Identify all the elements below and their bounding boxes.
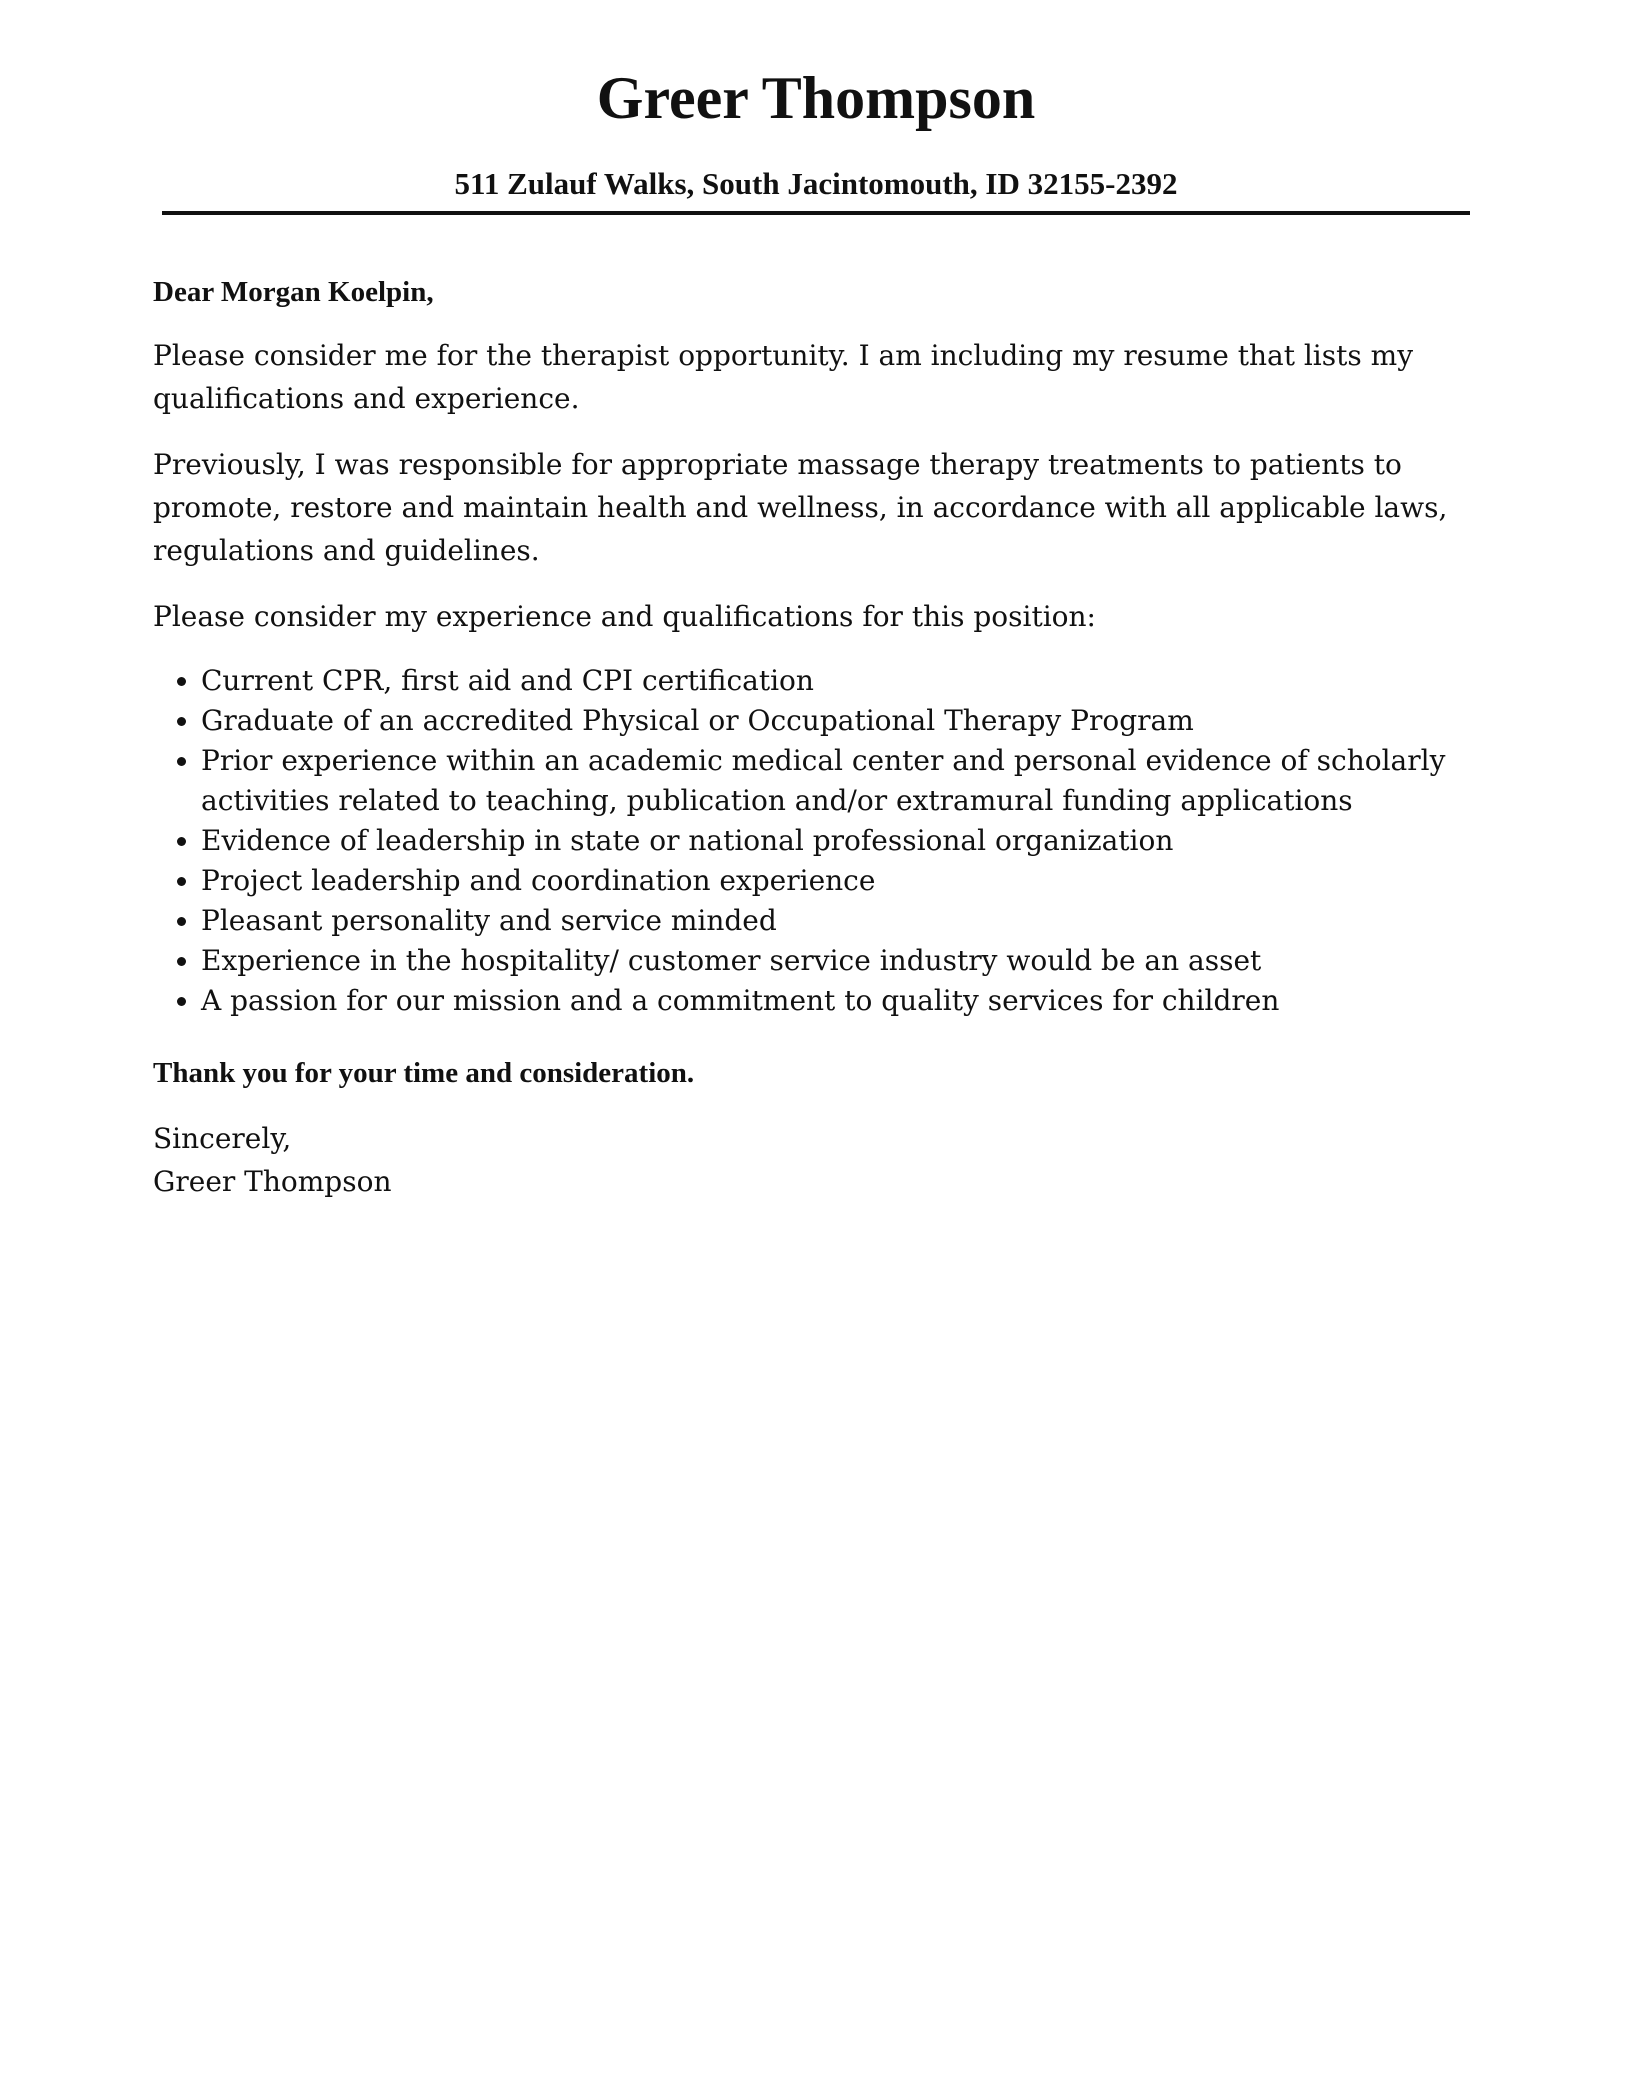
signoff-word: Sincerely, bbox=[153, 1122, 292, 1155]
list-item: • Project leadership and coordination experience bbox=[201, 861, 1483, 901]
qualifications-intro: Please consider my experience and qualifications for this position: bbox=[153, 600, 1096, 633]
salutation: Dear Morgan Koelpin, bbox=[153, 276, 434, 308]
list-item: • Evidence of leadership in state or national professional organization bbox=[201, 821, 1483, 861]
list-item: • Experience in the hospitality/ customer service industry would be an asset bbox=[201, 941, 1483, 981]
list-item: • A passion for our mission and a commitment to quality services for children bbox=[201, 981, 1483, 1021]
closing-line: Thank you for your time and consideration. bbox=[153, 1057, 695, 1089]
letter-header bbox=[162, 58, 1470, 206]
qualifications-list bbox=[153, 661, 1483, 1021]
list-item: • Prior experience within an academic medical center and personal evidence of scholarly activities related to teaching, publication and/or extramural funding applications bbox=[201, 741, 1483, 821]
header-divider bbox=[162, 211, 1470, 215]
list-item: • Pleasant personality and service minded bbox=[201, 901, 1483, 941]
sender-name: Greer Thompson bbox=[596, 65, 1036, 131]
sender-address: 511 Zulauf Walks, South Jacintomouth, ID 32155-2392 bbox=[454, 166, 1178, 201]
signature-name: Greer Thompson bbox=[153, 1165, 392, 1198]
list-item: • Current CPR, first aid and CPI certification bbox=[201, 661, 1483, 701]
intro-paragraph: Please consider me for the therapist opportunity. I am including my resume that lists my qualifications and experience. bbox=[153, 339, 1414, 415]
letter-body bbox=[153, 270, 1483, 1203]
experience-paragraph: Previously, I was responsible for appropriate massage therapy treatments to patients to promote, restore and maintain health and wellness, in accordance with all applicable laws, regulations and guidelines. bbox=[153, 448, 1448, 567]
signoff bbox=[153, 1117, 1483, 1203]
list-item: • Graduate of an accredited Physical or Occupational Therapy Program bbox=[201, 701, 1483, 741]
